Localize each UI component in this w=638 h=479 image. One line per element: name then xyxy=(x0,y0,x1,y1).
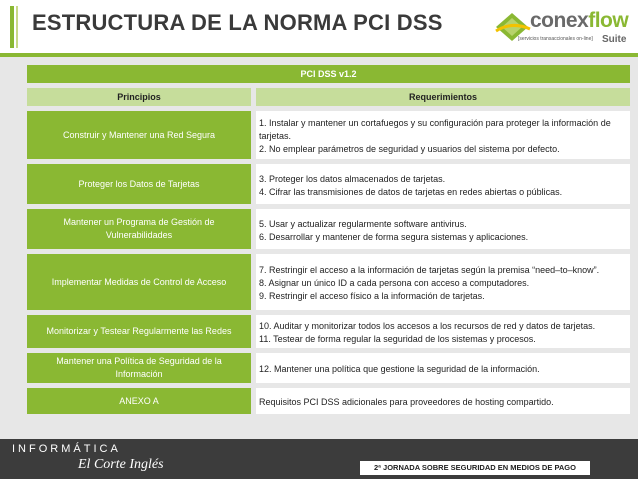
principio-cell: Mantener una Política de Seguridad de la Información xyxy=(27,353,251,383)
requerimiento-line: 5. Usar y actualizar regularmente software antivirus. xyxy=(259,218,467,229)
el-corte-ingles-logo: El Corte Inglés xyxy=(78,457,164,472)
requerimiento-line: 6. Desarrollar y mantener de forma segura sistemas y aplicaciones. xyxy=(259,231,529,242)
table-row xyxy=(27,111,630,159)
requerimiento-line: 1. Instalar y mantener un cortafuegos y su configuración para proteger la información de tarjetas. xyxy=(259,118,611,141)
logo-tagline: [servicios transaccionales on-line] xyxy=(518,36,593,42)
logo-suite: Suite xyxy=(602,34,627,45)
table-row xyxy=(27,388,630,414)
table-column-headers xyxy=(27,88,630,106)
requerimiento-line: Requisitos PCI DSS adicionales para proveedores de hosting compartido. xyxy=(259,397,554,407)
column-header-requerimientos: Requerimientos xyxy=(256,88,630,106)
footer-event-label: 2ª JORNADA SOBRE SEGURIDAD EN MEDIOS DE PAGO xyxy=(360,461,590,475)
requerimiento-line: 2. No emplear parámetros de seguridad y usuarios del sistema por defecto. xyxy=(259,144,560,154)
table-row xyxy=(27,315,630,348)
title-accent-bar-light xyxy=(16,6,18,48)
requerimiento-cell xyxy=(256,209,630,249)
table-row xyxy=(27,209,630,249)
requerimiento-line: 8. Asignar un único ID a cada persona con acceso a computadores. xyxy=(259,278,530,288)
requerimiento-line: 3. Proteger los datos almacenados de tarjetas. xyxy=(259,173,446,184)
logo-brand: conexflow xyxy=(530,9,629,32)
requerimiento-cell xyxy=(256,254,630,310)
principio-cell: Implementar Medidas de Control de Acceso xyxy=(27,254,251,310)
requerimiento-cell xyxy=(256,164,630,204)
requerimiento-cell xyxy=(256,353,630,383)
requerimiento-line: 9. Restringir el acceso físico a la información de tarjetas. xyxy=(259,291,485,301)
table-version-header: PCI DSS v1.2 xyxy=(27,65,630,83)
requerimiento-cell xyxy=(256,111,630,159)
principio-cell: Construir y Mantener una Red Segura xyxy=(27,111,251,159)
requerimiento-line: 4. Cifrar las transmisiones de datos de tarjetas en redes abiertas o públicas. xyxy=(259,186,563,197)
requerimiento-cell xyxy=(256,388,630,414)
requerimiento-line: 11. Testear de forma regular la seguridad de los sistemas y procesos. xyxy=(259,334,536,344)
requerimiento-cell xyxy=(256,315,630,348)
page-title: ESTRUCTURA DE LA NORMA PCI DSS xyxy=(32,10,443,35)
principio-cell: Proteger los Datos de Tarjetas xyxy=(27,164,251,204)
principio-cell: ANEXO A xyxy=(27,388,251,414)
requerimiento-line: 12. Mantener una política que gestione la seguridad de la información. xyxy=(259,364,540,374)
requerimiento-line: 10. Auditar y monitorizar todos los accesos a los recursos de red y datos de tarjetas. xyxy=(259,321,596,331)
footer-informatica-label: INFORMÁTICA xyxy=(12,443,121,455)
title-accent-bar xyxy=(10,6,14,48)
principio-cell: Mantener un Programa de Gestión de Vulnerabilidades xyxy=(27,209,251,249)
column-header-principios: Principios xyxy=(27,88,251,106)
footer-bar xyxy=(0,439,638,479)
table-row xyxy=(27,353,630,383)
conexflow-logo xyxy=(492,5,632,50)
table-row xyxy=(27,164,630,204)
table-row xyxy=(27,254,630,310)
principio-cell: Monitorizar y Testear Regularmente las Redes xyxy=(27,315,251,348)
title-bar xyxy=(0,0,638,55)
requerimiento-line: 7. Restringir el acceso a la información de tarjetas según la premisa “need–to–know”. xyxy=(259,265,600,275)
